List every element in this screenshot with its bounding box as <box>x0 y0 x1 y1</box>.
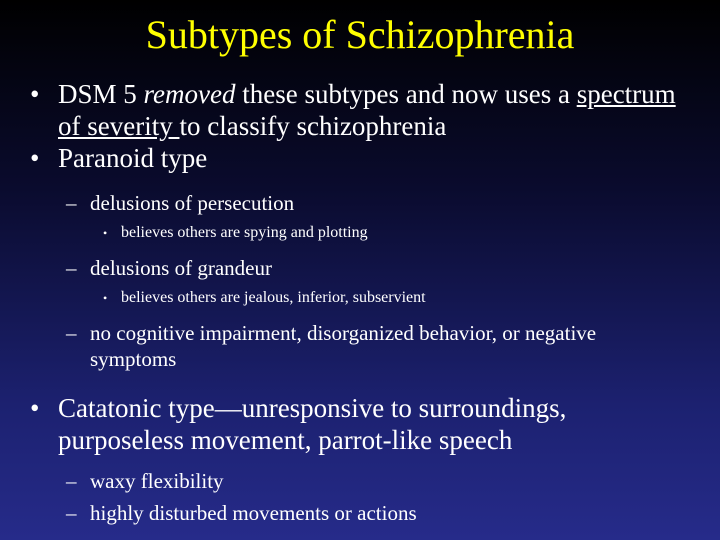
item-underlined-text: spectrum of severity <box>58 79 676 141</box>
sub-item-persecution <box>0 190 720 216</box>
bullet-item-dsm5 <box>0 78 720 142</box>
bullet-item-catatonic <box>0 392 720 456</box>
dash-icon: – <box>66 469 77 493</box>
slide-title: Subtypes of Schizophrenia <box>145 12 575 57</box>
item-text: DSM 5 <box>58 79 144 109</box>
bullet-icon: • <box>103 226 108 240</box>
item-text: Paranoid type <box>58 143 208 173</box>
bullet-item-paranoid <box>0 142 720 174</box>
dash-icon: – <box>66 191 77 215</box>
sub-item-grandeur <box>0 255 720 281</box>
detail-item-spying <box>0 223 720 243</box>
bullet-icon: • <box>30 79 40 109</box>
item-text: to classify schizophrenia <box>179 111 447 141</box>
slide-content <box>0 78 720 526</box>
dash-icon: – <box>66 501 77 525</box>
sub-item-text: delusions of grandeur <box>90 256 272 280</box>
sub-item-text: delusions of persecution <box>90 191 295 215</box>
detail-text: believes others are spying and plotting <box>121 224 368 241</box>
bullet-icon: • <box>30 393 40 423</box>
dash-icon: – <box>66 321 77 345</box>
sub-item-text: no cognitive impairment, disorganized behavior, or negative symptoms <box>90 321 597 371</box>
bullet-icon: • <box>30 143 40 173</box>
detail-item-jealous <box>0 288 720 308</box>
sub-item-waxy <box>0 468 720 494</box>
sub-item-text: highly disturbed movements or actions <box>90 501 417 525</box>
dash-icon: – <box>66 256 77 280</box>
item-text: Catatonic type—unresponsive to surroundings, purposeless movement, parrot-like speech <box>58 393 567 455</box>
sub-item-text: waxy flexibility <box>90 469 224 493</box>
item-text: these subtypes and now uses a <box>235 79 577 109</box>
sub-item-disturbed <box>0 500 720 526</box>
item-emphasis: removed <box>143 79 236 109</box>
sub-item-no-impairment <box>0 320 720 372</box>
bullet-icon: • <box>103 291 108 305</box>
detail-text: believes others are jealous, inferior, subservient <box>121 289 426 306</box>
